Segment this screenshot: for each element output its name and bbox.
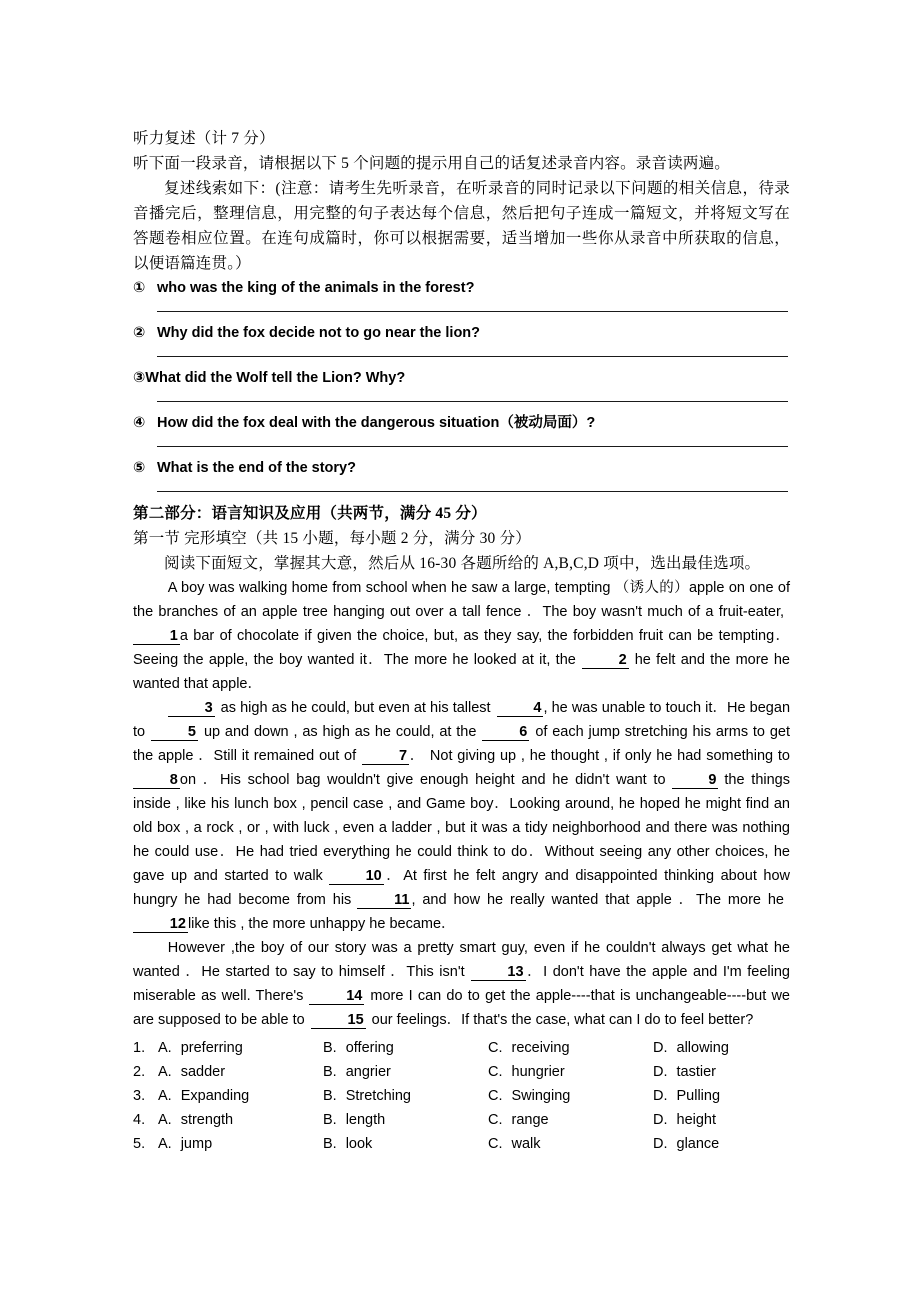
choice-text-2-A: sadder xyxy=(180,1064,226,1080)
cloze-blank-6[interactable]: 6 xyxy=(482,724,529,741)
passage-p2-text-h: ．At first he felt angry and disappointed thinking about how hungry he had become from his xyxy=(133,868,790,908)
question-text-3: What did the Wolf tell the Lion? Why? xyxy=(145,370,406,386)
choice-text-3-D: Pulling xyxy=(676,1088,721,1104)
choice-4-C[interactable] xyxy=(488,1108,653,1132)
section-one-heading: 第一节 完形填空（共 15 小题，每小题 2 分，满分 30 分） xyxy=(133,530,531,547)
choice-text-5-B: look xyxy=(345,1136,373,1152)
cloze-blank-5[interactable]: 5 xyxy=(151,724,198,741)
cloze-choices-table xyxy=(133,1036,790,1156)
passage-p2-text-g: the things inside , like his lunch box , pencil case , and Game boy．Looking around, he hoped he might find an old box , a rock , or , with luck , even a ladder , but it was a tidy neighborhood and there was nothing he could use．He had tried everything he could think to do．Without seeing any other choices, he gave up and started to walk xyxy=(133,772,790,884)
choice-letter-A: A. xyxy=(158,1112,172,1128)
question-text-5: What is the end of the story? xyxy=(157,460,356,476)
passage-p1-text-b: a bar of chocolate if given the choice, but, as they say, the forbidden fruit can be tempting．Seeing the apple, the boy wanted it．The more he looked at it, the xyxy=(133,628,790,668)
passage-paragraph-2 xyxy=(133,696,790,936)
choice-index-2: 2. xyxy=(133,1064,146,1080)
passage-p3-text-b: ．I don't have the apple and I'm feeling miserable as well. There's xyxy=(133,964,790,1004)
question-number-4: ④ xyxy=(133,415,146,431)
listening-question-1 xyxy=(133,276,790,300)
passage-p2-text-b: , he was unable to touch it．He began to xyxy=(133,700,791,740)
passage-p2-text-a: as high as he could, but even at his tallest xyxy=(220,700,491,716)
choice-4-B[interactable] xyxy=(323,1108,488,1132)
choice-1-C[interactable] xyxy=(488,1036,653,1060)
choice-text-2-B: angrier xyxy=(345,1064,391,1080)
listening-instruction: 听下面一段录音，请根据以下 5 个问题的提示用自己的话复述录音内容。录音读两遍。 xyxy=(133,155,731,172)
passage-p3-text-d: our feelings．If that's the case, what can I do to feel better? xyxy=(371,1012,754,1028)
choice-index-3: 3. xyxy=(133,1088,146,1104)
cloze-blank-8[interactable]: 8 xyxy=(133,772,180,789)
choice-3-C[interactable] xyxy=(488,1084,653,1108)
answer-line-5 xyxy=(157,491,788,492)
choice-5-B[interactable] xyxy=(323,1132,488,1156)
cloze-blank-12[interactable]: 12 xyxy=(133,916,188,933)
listening-questions-list xyxy=(133,276,790,492)
question-text-2: Why did the fox decide not to go near the lion? xyxy=(157,325,481,341)
cloze-blank-13[interactable]: 13 xyxy=(471,964,526,981)
cloze-blank-11[interactable]: 11 xyxy=(357,892,411,909)
cloze-blank-14[interactable]: 14 xyxy=(309,988,364,1005)
cloze-blank-2[interactable]: 2 xyxy=(582,652,629,669)
choice-4-D[interactable] xyxy=(653,1108,818,1132)
choice-letter-C: C. xyxy=(488,1112,503,1128)
choice-index-5: 5. xyxy=(133,1136,146,1152)
choice-5-A[interactable] xyxy=(158,1132,323,1156)
choice-3-B[interactable] xyxy=(323,1084,488,1108)
choice-2-B[interactable] xyxy=(323,1060,488,1084)
passage-p2-text-c: up and down , as high as he could, at the xyxy=(203,724,477,740)
listening-question-4 xyxy=(133,411,790,435)
choice-text-5-C: walk xyxy=(511,1136,541,1152)
choice-2-D[interactable] xyxy=(653,1060,818,1084)
cloze-blank-9[interactable]: 9 xyxy=(672,772,719,789)
choice-row-1 xyxy=(133,1036,790,1060)
listening-title: 听力复述（计 7 分） xyxy=(133,130,275,147)
choice-letter-B: B. xyxy=(323,1088,337,1104)
answer-line-3 xyxy=(157,401,788,402)
question-text-1: who was the king of the animals in the forest? xyxy=(157,280,475,296)
choice-text-3-A: Expanding xyxy=(180,1088,250,1104)
cloze-blank-1[interactable]: 1 xyxy=(133,628,180,645)
choice-3-D[interactable] xyxy=(653,1084,818,1108)
cloze-blank-15[interactable]: 15 xyxy=(311,1012,366,1029)
document-content xyxy=(133,126,790,1156)
passage-p2-text-f: on ．His school bag wouldn't give enough height and he didn't want to xyxy=(179,772,666,788)
choice-index-4: 4. xyxy=(133,1112,146,1128)
choice-text-1-C: receiving xyxy=(511,1040,570,1056)
choice-letter-B: B. xyxy=(323,1064,337,1080)
choice-text-1-B: offering xyxy=(345,1040,394,1056)
answer-line-1 xyxy=(157,311,788,312)
choice-letter-A: A. xyxy=(158,1064,172,1080)
choice-letter-B: B. xyxy=(323,1040,337,1056)
listening-notice: 复述线索如下：(注意：请考生先听录音，在听录音的同时记录以下问题的相关信息，待录音播完后，整理信息，用完整的句子表达每个信息，然后把句子连成一篇短文，并将短文写在答题卷相应位置。在连句成篇时，你可以根据需要，适当增加一些你从录音中所获取的信息，以便语篇连贯。） xyxy=(133,180,790,272)
choice-letter-D: D. xyxy=(653,1112,668,1128)
choice-letter-A: A. xyxy=(158,1088,172,1104)
choice-text-3-B: Stretching xyxy=(345,1088,411,1104)
choice-text-4-C: range xyxy=(511,1112,549,1128)
cloze-blank-7[interactable]: 7 xyxy=(362,748,409,765)
passage-p1-text-a: A boy was walking home from school when he saw a large, tempting （诱人的）apple on one of the branches of an apple tree hanging out over a tall fence ．The boy wasn't much of a fruit-eater, xyxy=(133,580,790,620)
passage-paragraph-3 xyxy=(133,936,790,1032)
choice-letter-D: D. xyxy=(653,1136,668,1152)
cloze-blank-10[interactable]: 10 xyxy=(329,868,384,885)
listening-question-5 xyxy=(133,456,790,480)
choice-letter-D: D. xyxy=(653,1064,668,1080)
choice-text-5-D: glance xyxy=(676,1136,720,1152)
choice-letter-D: D. xyxy=(653,1088,668,1104)
cloze-directions: 阅读下面短文，掌握其大意，然后从 16-30 各题所给的 A,B,C,D 项中，选出最佳选项。 xyxy=(164,555,761,572)
choice-5-D[interactable] xyxy=(653,1132,818,1156)
choice-5-C[interactable] xyxy=(488,1132,653,1156)
choice-letter-A: A. xyxy=(158,1040,172,1056)
question-number-3: ③ xyxy=(133,370,146,386)
choice-letter-A: A. xyxy=(158,1136,172,1152)
choice-row-3 xyxy=(133,1084,790,1108)
passage-p1-text-c: he felt and the more he wanted that apple． xyxy=(133,652,790,692)
choice-row-2 xyxy=(133,1060,790,1084)
choice-letter-C: C. xyxy=(488,1088,503,1104)
choice-1-A[interactable] xyxy=(158,1036,323,1060)
question-number-2: ② xyxy=(133,325,146,341)
cloze-blank-3[interactable]: 3 xyxy=(168,700,215,717)
choice-row-4 xyxy=(133,1108,790,1132)
choice-3-A[interactable] xyxy=(158,1084,323,1108)
choice-1-B[interactable] xyxy=(323,1036,488,1060)
choice-text-5-A: jump xyxy=(180,1136,213,1152)
question-text-4: How did the fox deal with the dangerous situation（被动局面）? xyxy=(157,415,596,431)
answer-line-2 xyxy=(157,356,788,357)
answer-line-4 xyxy=(157,446,788,447)
passage-p3-text-c: more I can do to get the apple----that is unchangeable----but we are supposed to be able to xyxy=(133,988,790,1028)
choice-text-1-D: allowing xyxy=(676,1040,729,1056)
choice-4-A[interactable] xyxy=(158,1108,323,1132)
question-number-5: ⑤ xyxy=(133,460,146,476)
choice-1-D[interactable] xyxy=(653,1036,818,1060)
choice-text-1-A: preferring xyxy=(180,1040,243,1056)
passage-paragraph-1 xyxy=(133,576,790,696)
cloze-blank-4[interactable]: 4 xyxy=(497,700,544,717)
choice-letter-C: C. xyxy=(488,1040,503,1056)
passage-p2-text-j: like this , the more unhappy he became． xyxy=(187,916,456,932)
passage-p2-text-e: ． Not giving up , he thought , if only he had something to xyxy=(409,748,790,764)
choice-text-2-D: tastier xyxy=(676,1064,716,1080)
part-two-heading: 第二部分：语言知识及应用（共两节，满分 45 分） xyxy=(133,505,487,522)
choice-text-2-C: hungrier xyxy=(511,1064,565,1080)
choice-letter-D: D. xyxy=(653,1040,668,1056)
passage-p3-text-a: However ,the boy of our story was a pretty smart guy, even if he couldn't always get what he wanted ．He started to say to himself ．This isn't xyxy=(133,940,790,980)
choice-letter-C: C. xyxy=(488,1136,503,1152)
choice-2-A[interactable] xyxy=(158,1060,323,1084)
listening-question-3 xyxy=(133,366,790,390)
passage-p2-text-i: , and how he really wanted that apple ．The more he xyxy=(411,892,784,908)
choice-index-1: 1. xyxy=(133,1040,146,1056)
choice-letter-C: C. xyxy=(488,1064,503,1080)
choice-letter-B: B. xyxy=(323,1136,337,1152)
passage-p2-text-d: of each jump stretching his arms to get the apple ．Still it remained out of xyxy=(133,724,790,764)
choice-text-4-D: height xyxy=(676,1112,717,1128)
choice-text-4-A: strength xyxy=(180,1112,234,1128)
choice-row-5 xyxy=(133,1132,790,1156)
listening-question-2 xyxy=(133,321,790,345)
choice-letter-B: B. xyxy=(323,1112,337,1128)
choice-text-3-C: Swinging xyxy=(511,1088,571,1104)
question-number-1: ① xyxy=(133,280,146,296)
choice-text-4-B: length xyxy=(345,1112,386,1128)
choice-2-C[interactable] xyxy=(488,1060,653,1084)
